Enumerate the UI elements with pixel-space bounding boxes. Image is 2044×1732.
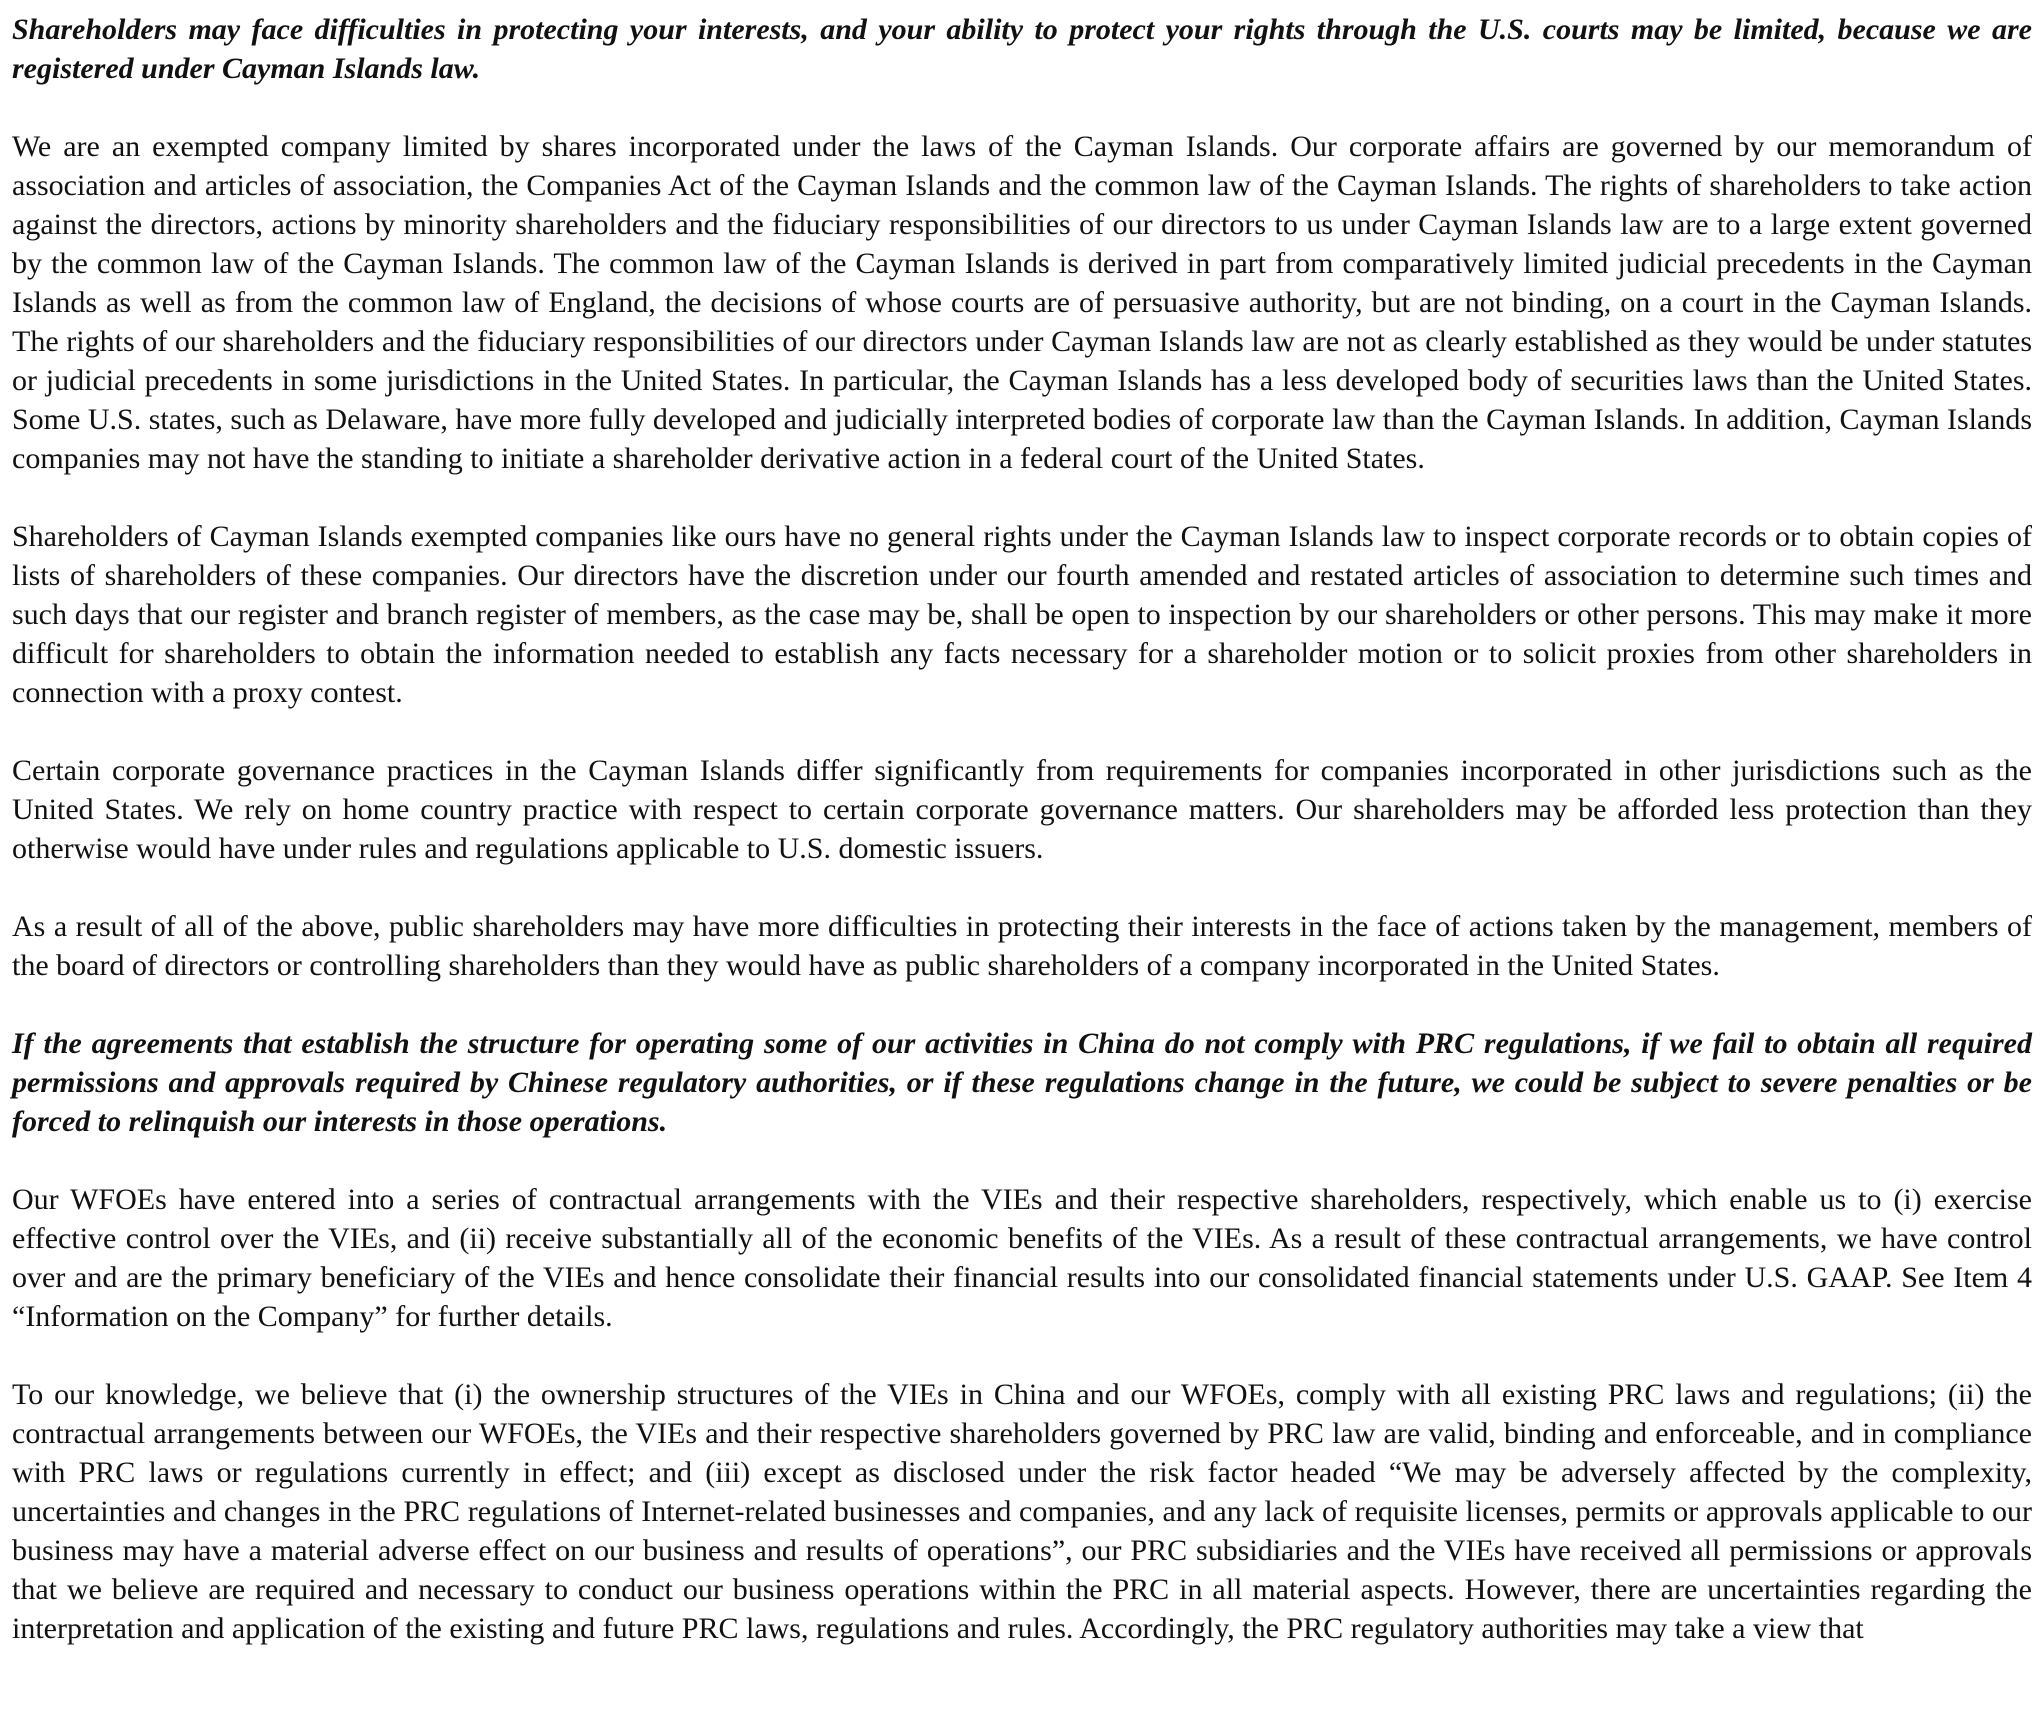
- paragraph-governance-practices: Certain corporate governance practices in the Cayman Islands differ significantly from requirements for companies incorporated in other jurisdictions such as the United States. We rely on home country practice with respect to certain corporate governance matters. Our shareholders may be afforded less protection than they otherwise would have under rules and regulations applicable to U.S. domestic issuers.: [12, 754, 2032, 865]
- paragraph-wfoe-contractual-arrangements: Our WFOEs have entered into a series of contractual arrangements with the VIEs and their respective shareholders, respectively, which enable us to (i) exercise effective control over the VIEs, and (ii) receive substantially all of the economic benefits of the VIEs. As a result of these contractual arrangements, we have control over and are the primary beneficiary of the VIEs and hence consolidate their financial results into our consolidated financial statements under U.S. GAAP. See Item 4 “Information on the Company” for further details.: [12, 1183, 2032, 1333]
- paragraph-exempted-company: We are an exempted company limited by shares incorporated under the laws of the Cayman Islands. Our corporate affairs are governed by our memorandum of association and articles of association, the Companies Act of the Cayman Islands and the common law of the Cayman Islands. The rights of shareholders to take action against the directors, actions by minority shareholders and the fiduciary responsibilities of our directors to us under Cayman Islands law are to a large extent governed by the common law of the Cayman Islands. The common law of the Cayman Islands is derived in part from comparatively limited judicial precedents in the Cayman Islands as well as from the common law of England, the decisions of whose courts are of persuasive authority, but are not binding, on a court in the Cayman Islands. The rights of our shareholders and the fiduciary responsibilities of our directors under Cayman Islands law are not as clearly established as they would be under statutes or judicial precedents in some jurisdictions in the United States. In particular, the Cayman Islands has a less developed body of securities laws than the United States. Some U.S. states, such as Delaware, have more fully developed and judicially interpreted bodies of corporate law than the Cayman Islands. In addition, Cayman Islands companies may not have the standing to initiate a shareholder derivative action in a federal court of the United States.: [12, 130, 2032, 475]
- risk-heading-cayman-law: Shareholders may face difficulties in protecting your interests, and your ability to protect your rights through the U.S. courts may be limited, because we are registered under Cayman Islands law.: [12, 13, 2032, 85]
- paragraph-shareholder-rights-inspection: Shareholders of Cayman Islands exempted companies like ours have no general rights under the Cayman Islands law to inspect corporate records or to obtain copies of lists of shareholders of these companies. Our directors have the discretion under our fourth amended and restated articles of association to determine such times and such days that our register and branch register of members, as the case may be, shall be open to inspection by our shareholders or other persons. This may make it more difficult for shareholders to obtain the information needed to establish any facts necessary for a shareholder motion or to solicit proxies from other shareholders in connection with a proxy contest.: [12, 520, 2032, 709]
- risk-heading-prc-regulations: If the agreements that establish the structure for operating some of our activities in China do not comply with PRC regulations, if we fail to obtain all required permissions and approvals required by Chinese regulatory authorities, or if these regulations change in the future, we could be subject to severe penalties or be forced to relinquish our interests in those operations.: [12, 1027, 2032, 1138]
- paragraph-public-shareholders-difficulties: As a result of all of the above, public shareholders may have more difficulties in protecting their interests in the face of actions taken by the management, members of the board of directors or controlling shareholders than they would have as public shareholders of a company incorporated in the United States.: [12, 910, 2032, 982]
- paragraph-ownership-structures: To our knowledge, we believe that (i) the ownership structures of the VIEs in China and our WFOEs, comply with all existing PRC laws and regulations; (ii) the contractual arrangements between our WFOEs, the VIEs and their respective shareholders governed by PRC law are valid, binding and enforceable, and in compliance with PRC laws or regulations currently in effect; and (iii) except as disclosed under the risk factor headed “We may be adversely affected by the complexity, uncertainties and changes in the PRC regulations of Internet-related businesses and companies, and any lack of requisite licenses, permits or approvals applicable to our business may have a material adverse effect on our business and results of operations”, our PRC subsidiaries and the VIEs have received all permissions or approvals that we believe are required and necessary to conduct our business operations within the PRC in all material aspects. However, there are uncertainties regarding the interpretation and application of the existing and future PRC laws, regulations and rules. Accordingly, the PRC regulatory authorities may take a view that: [12, 1378, 2032, 1645]
